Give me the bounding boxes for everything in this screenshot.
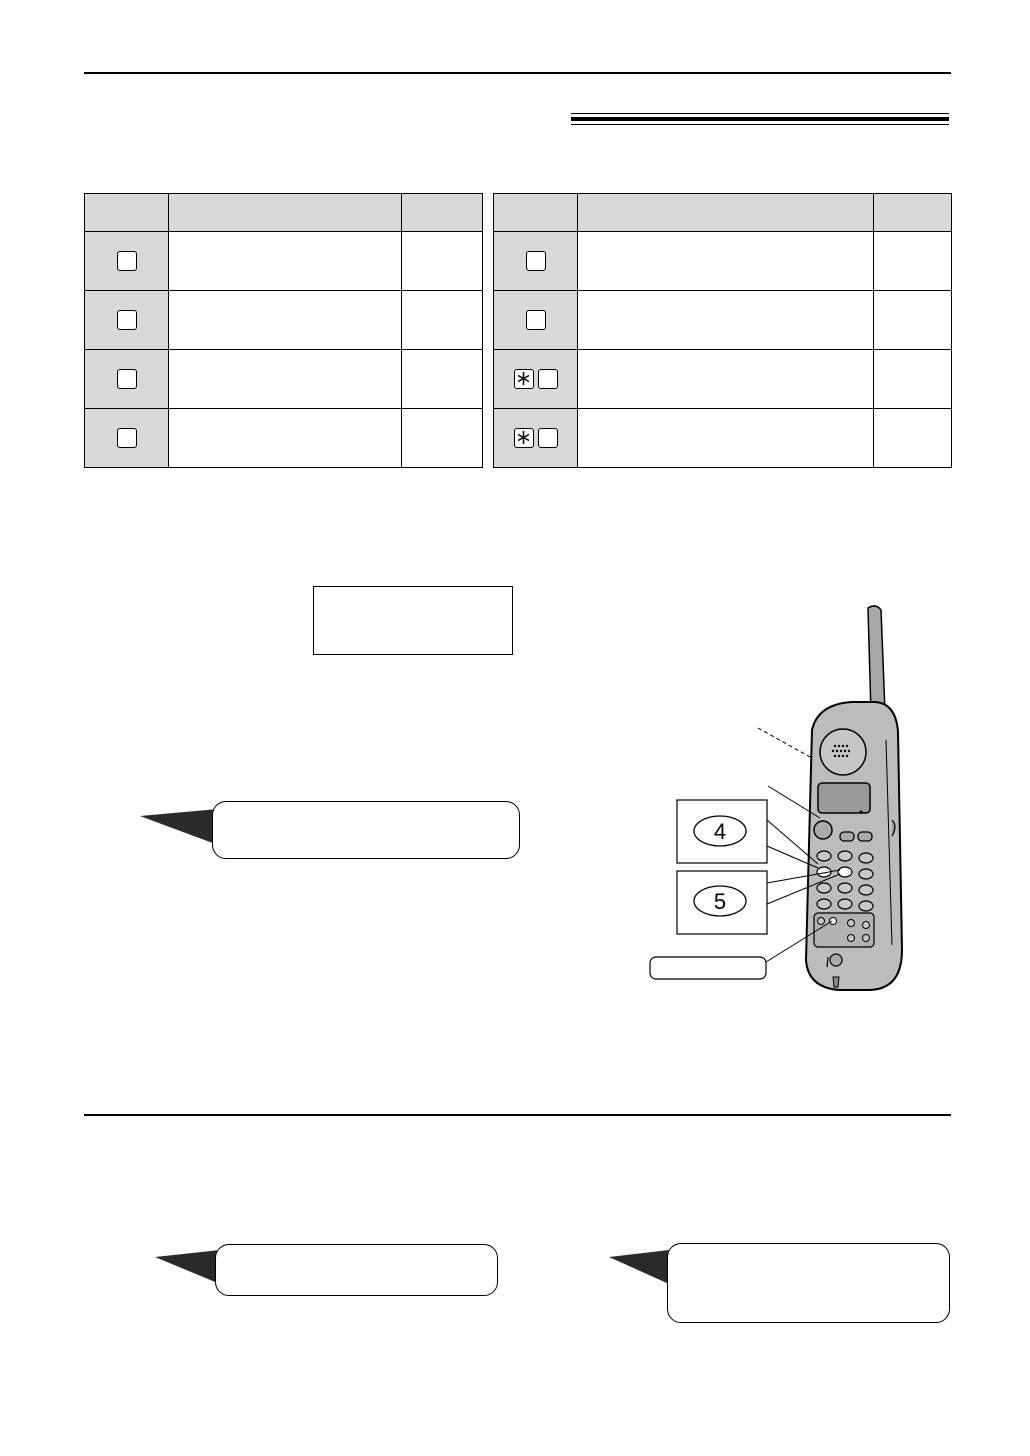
top-rule (84, 72, 951, 74)
speech-callout (155, 1244, 500, 1298)
section-divider (84, 1114, 951, 1116)
table-row (494, 409, 952, 468)
key-icon (117, 310, 137, 330)
table-row (494, 291, 952, 350)
key-icon (117, 369, 137, 389)
command-table-left (84, 193, 483, 468)
key-5-label: 5 (713, 889, 727, 914)
key-icon (526, 310, 546, 330)
command-table-right (493, 193, 952, 468)
key-icon (117, 428, 137, 448)
star-key-icon (514, 428, 534, 448)
handset-illustration (640, 600, 930, 1000)
key-icon (117, 251, 137, 271)
table-header (85, 194, 483, 232)
section-header-rule (571, 113, 949, 126)
table-row (85, 409, 483, 468)
key-icon (538, 428, 558, 448)
table-row (494, 232, 952, 291)
display-box (313, 586, 513, 655)
table-row (85, 350, 483, 409)
speech-callout (140, 801, 522, 861)
table-header (494, 194, 952, 232)
key-icon (526, 251, 546, 271)
key-4-label: 4 (713, 819, 727, 844)
table-row (85, 232, 483, 291)
table-row (85, 291, 483, 350)
table-row (494, 350, 952, 409)
star-key-icon (514, 369, 534, 389)
speech-callout (609, 1243, 952, 1325)
key-icon (538, 369, 558, 389)
